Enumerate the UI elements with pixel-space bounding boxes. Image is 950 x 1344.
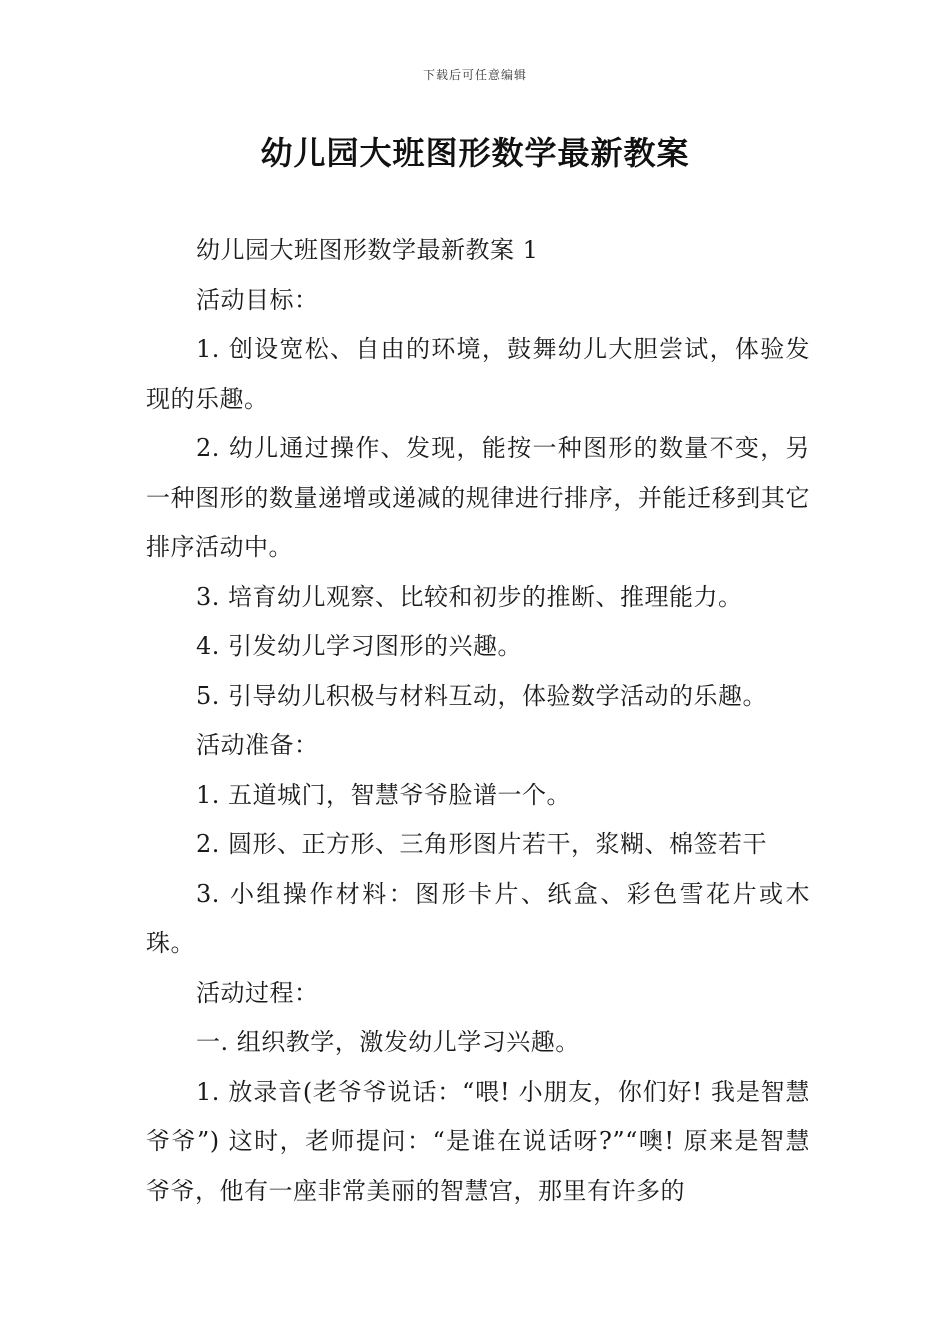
paragraph-prep-2: 2. 圆形、正方形、三角形图片若干，浆糊、棉签若干 [196, 830, 768, 858]
paragraph-goals-label: 活动目标： [196, 285, 319, 314]
paragraph-process-step-1: 一. 组织教学，激发幼儿学习兴趣。 [196, 1028, 580, 1056]
paragraph-prep-1: 1. 五道城门，智慧爷爷脸谱一个。 [196, 780, 572, 809]
header-note: 下载后可任意编辑 [422, 68, 527, 82]
paragraph-goal-3: 3. 培育幼儿观察、比较和初步的推断、推理能力。 [196, 582, 743, 611]
document-body [146, 226, 810, 1216]
document-title: 幼儿园大班图形数学最新教案 [260, 134, 690, 172]
paragraph-prep-3: 3. 小组操作材料：图形卡片、纸盒、彩色雪花片或木珠。 [146, 879, 810, 957]
paragraph-goal-4: 4. 引发幼儿学习图形的兴趣。 [196, 632, 523, 660]
paragraph-goal-5: 5. 引导幼儿积极与材料互动，体验数学活动的乐趣。 [196, 681, 768, 710]
paragraph-process-label: 活动过程： [196, 978, 319, 1007]
paragraph-goal-1: 1. 创设宽松、自由的环境，鼓舞幼儿大胆尝试，体验发现的乐趣。 [146, 335, 810, 413]
paragraph-goal-2: 2. 幼儿通过操作、发现，能按一种图形的数量不变，另一种图形的数量递增或递减的规律进行排序，并能迁移到其它排序活动中。 [146, 434, 810, 561]
section-heading: 幼儿园大班图形数学最新教案 1 [196, 236, 539, 264]
paragraph-process-detail-1: 1. 放录音(老爷爷说话：“喂! 小朋友，你们好! 我是智慧爷爷”) 这时，老师提问：“是谁在说话呀?”“噢! 原来是智慧爷爷，他有一座非常美丽的智慧宫，那里有许多的 [146, 1077, 810, 1205]
paragraph-prep-label: 活动准备： [196, 731, 319, 759]
